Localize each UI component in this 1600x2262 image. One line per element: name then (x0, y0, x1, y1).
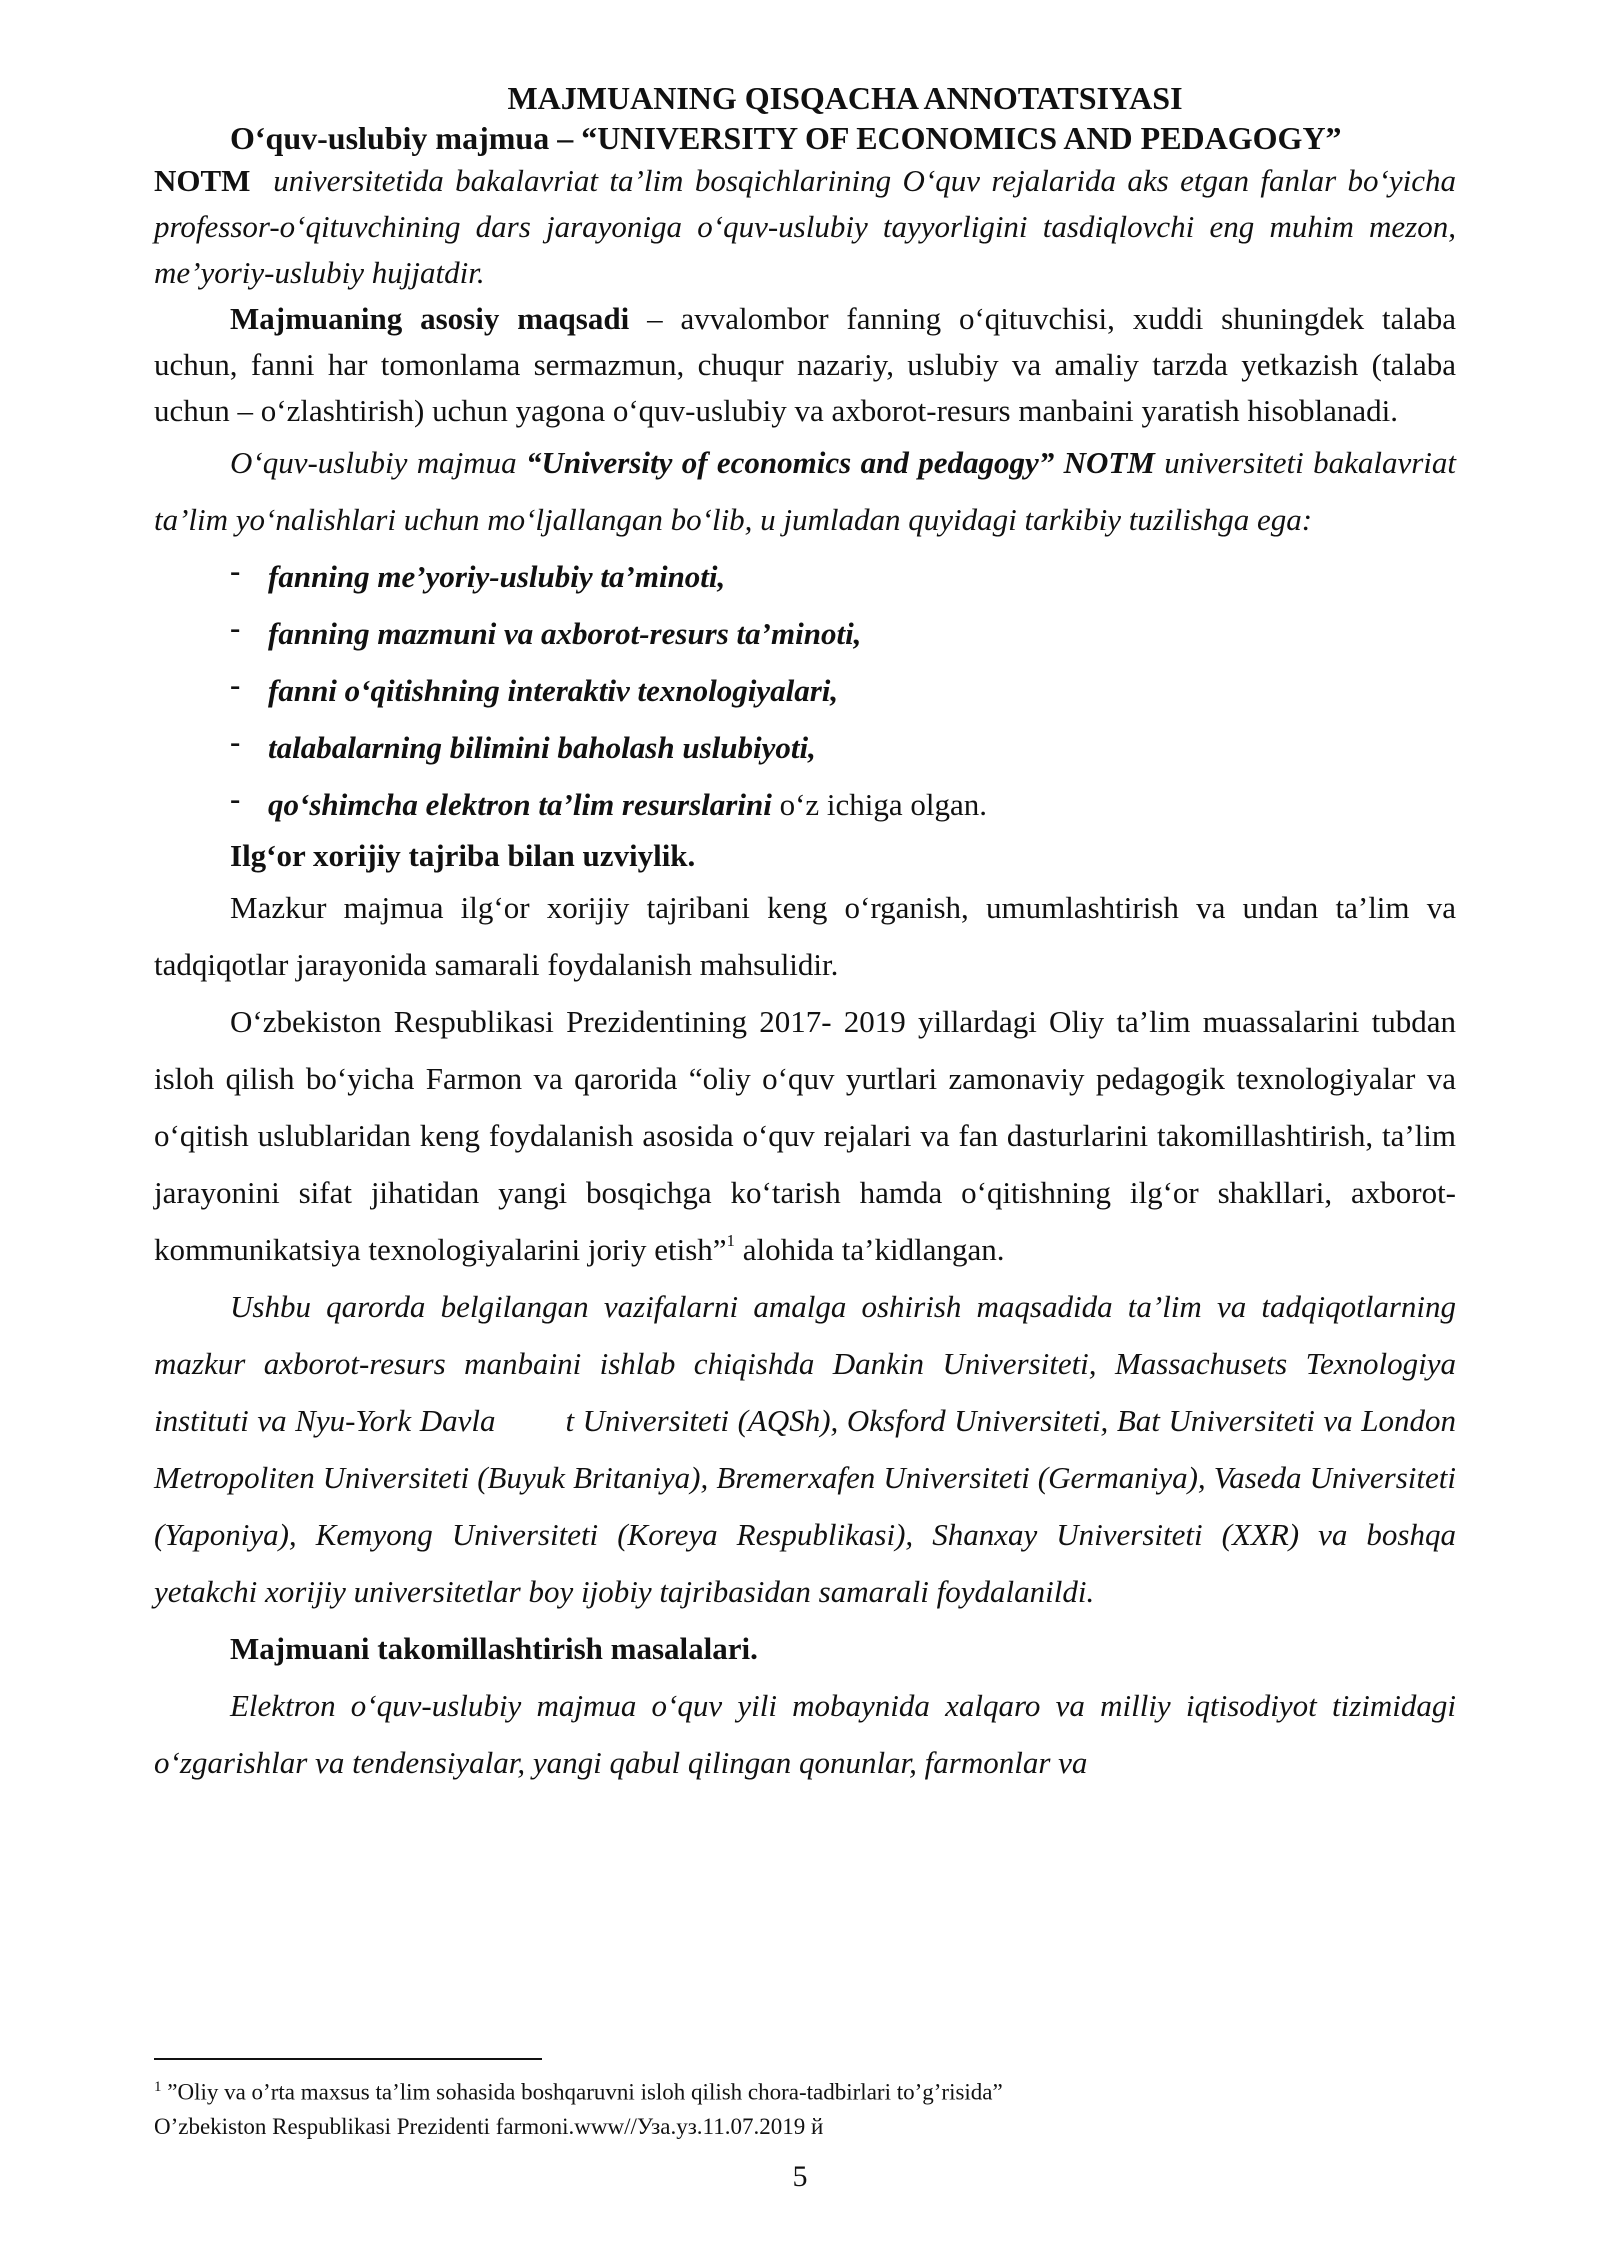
list-item-text: qo‘shimcha elektron ta’lim resurslarini (268, 787, 772, 822)
bullet-dash: - (230, 610, 241, 645)
decree-tail: alohida ta’kidlangan. (735, 1232, 1005, 1267)
list-item-text: fanning me’yoriy-uslubiy ta’minoti, (268, 559, 726, 594)
list-item-text: talabalarning bilimini baholash uslubiyoti, (268, 730, 816, 765)
list-item (230, 662, 1456, 719)
footnote-line-2: O’zbekiston Respublikasi Prezidenti farmoni.www//Уза.уз.11.07.2019 й (154, 2113, 824, 2139)
footnote-reference[interactable]: 1 (726, 1231, 736, 1250)
list-item (230, 548, 1456, 605)
continuity-paragraph-3 (154, 1278, 1456, 1620)
footnote-text-1: ”Oliy va o’rta maxsus ta’lim sohasida boshqaruvni isloh qilish chora-tadbirlari to’g’risida” (161, 2079, 1003, 2105)
intro-notm: NOTM (154, 163, 251, 198)
purpose-label: Majmuaning asosiy maqsadi (230, 301, 630, 336)
structure-rest: universiteti bakalavriat ta’lim yo‘nalishlari uchun mo‘ljallangan bo‘lib, u jumladan quyidagi tarkibiy tuzilishga ega: (154, 445, 1456, 537)
decree-text: O‘zbekiston Respublikasi Prezidentining 2017- 2019 yillardagi Oliy ta’lim muassalarini tubdan isloh qilish bo‘yicha Farmon va qarorida “oliy o‘quv yurtlari zamonaviy pedagogik texnologiyalar va o‘qitish uslublaridan keng foydalanish asosida o‘quv rejalari va fan dasturlarini takomillashtirish, ta’lim jarayonini sifat jihatidan yangi bosqichga ko‘tarish hamda o‘qitishning ilg‘or shakllari, axborot-kommunikatsiya texnologiyalarini joriy etish” (154, 1004, 1456, 1267)
bullet-dash: - (230, 667, 241, 702)
footnote-line-1 (154, 2070, 1456, 2110)
bullet-dash: - (230, 553, 241, 588)
list-item-tail: o‘z ichiga olgan. (771, 787, 988, 822)
footnote (154, 2070, 1456, 2144)
page-number: 5 (792, 2160, 808, 2193)
bullet-dash: - (230, 781, 241, 816)
list-item-text: fanni o‘qitishning interaktiv texnologiyalari, (268, 673, 839, 708)
purpose-text: – avvalombor fanning o‘qituvchisi, xuddi shuningdek talaba uchun, fanni har tomonlama sermazmun, chuqur nazariy, uslubiy va amaliy tarzda yetkazish (talaba uchun – o‘zlashtirish) uchun yagona o‘quv-uslubiy va axborot-resurs manbaini yaratish hisoblanadi. (154, 301, 1456, 428)
list-item (230, 776, 1456, 833)
continuity-paragraph-2 (154, 993, 1456, 1278)
continuity-paragraph-1: Mazkur majmua ilg‘or xorijiy tajribani keng o‘rganish, umumlashtirish va undan ta’lim va tadqiqotlar jarayonida samarali foydalanish mahsulidir. (154, 890, 1456, 982)
bullet-dash: - (230, 724, 241, 759)
universities-text-b: t Universiteti (AQSh), Oksford Universiteti, Bat Universiteti va London Metropoliten Universiteti (Buyuk Britaniya), Bremerxafen Universiteti (Germaniya), Vaseda Universiteti (Yaponiya), Kemyong Universiteti (Koreya Respublikasi), Shanxay Universiteti (XXR) va boshqa yetakchi xorijiy universitetlar boy ijobiy tajribasidan samarali foydalanildi. (154, 1403, 1456, 1609)
structure-name: “University of economics and pedagogy” NOTM (525, 445, 1155, 480)
document-page (154, 78, 1456, 1791)
intro-rest: universitetida bakalavriat ta’lim bosqichlarining O‘quv rejalarida aks etgan fanlar bo‘yicha professor-o‘qituvchining dars jarayoniga o‘quv-uslubiy tayyorligini tasdiqlovchi eng muhim mezon, me’yoriy-uslubiy hujjatdir. (154, 163, 1456, 290)
footnote-divider (154, 2058, 542, 2060)
structure-paragraph (154, 434, 1456, 548)
improvement-heading: Majmuani takomillashtirish masalalari. (230, 1631, 758, 1666)
document-title: MAJMUANING QISQACHA ANNOTATSIYASI (507, 80, 1183, 116)
list-item-text: fanning mazmuni va axborot-resurs ta’minoti, (268, 616, 862, 651)
structure-lead: O‘quv-uslubiy majmua (230, 445, 526, 480)
list-item (230, 719, 1456, 776)
intro-paragraph (154, 158, 1456, 296)
universities-text-a: Ushbu qarorda belgilangan vazifalarni amalga oshirish maqsadida ta’lim va tadqiqotlarning mazkur axborot-resurs manbaini ishlab chiqishda Dankin Universiteti, Massachusets Texnologiya instituti va Nyu-York Davla (154, 1289, 1456, 1438)
footnote-mark: 1 (154, 2079, 162, 2095)
list-item (230, 605, 1456, 662)
continuity-heading: Ilg‘or xorijiy tajriba bilan uzviylik. (230, 838, 696, 873)
intro-subtitle: O‘quv-uslubiy majmua – “UNIVERSITY OF ECONOMICS AND PEDAGOGY” (230, 120, 1342, 156)
improvement-paragraph: Elektron o‘quv-uslubiy majmua o‘quv yili mobaynida xalqaro va milliy iqtisodiyot tizimidagi o‘zgarishlar va tendensiyalar, yangi qabul qilingan qonunlar, farmonlar va (154, 1688, 1456, 1780)
purpose-paragraph (154, 296, 1456, 434)
structure-list (154, 548, 1456, 833)
